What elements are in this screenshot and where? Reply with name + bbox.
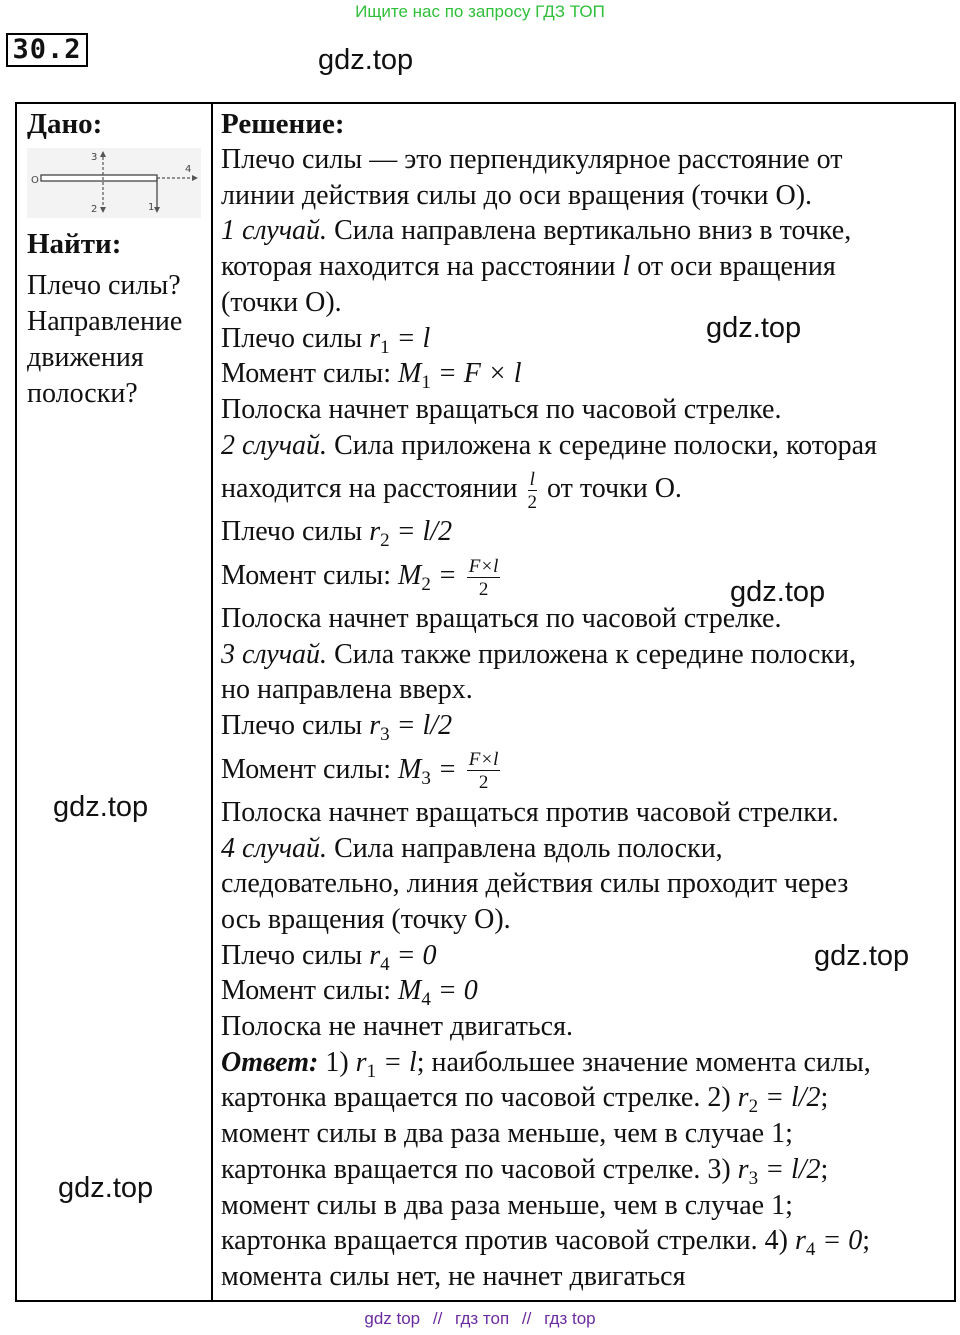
arrow-4 — [192, 175, 198, 181]
arrow-2 — [100, 207, 106, 213]
solution-title: Решение: — [221, 108, 345, 140]
case-label: 4 случай. — [221, 832, 328, 864]
case-text: от точки О. — [540, 473, 682, 505]
arm-label: Плечо силы — [221, 516, 370, 548]
case-3-rotation: Полоска начнет вращаться против часовой стрелки. — [221, 796, 839, 828]
watermark: gdz.top — [706, 312, 802, 344]
moment-label: Момент силы: — [221, 358, 399, 390]
given-title: Дано: — [27, 108, 103, 140]
case-3-moment: Момент силы: $M_3$ = $\frac{F\times l}{2}$ — [221, 749, 499, 794]
moment-label: Момент силы: — [221, 753, 399, 785]
case-1-line: (точки О). — [221, 286, 342, 318]
given-column — [27, 106, 207, 412]
case-label: 2 случай. — [221, 429, 328, 461]
case-text: Сила направлена вдоль полоски, — [327, 832, 723, 864]
moment-label: Момент силы: — [221, 975, 399, 1007]
case-2-moment: Момент силы: $M_2$ = $\frac{F\times l}{2}$ — [221, 555, 499, 600]
answer-line: момент силы в два раза меньше, чем в случае 1; — [221, 1118, 793, 1150]
footer-link[interactable]: gdz top — [364, 1309, 421, 1328]
case-text: Сила направлена вертикально вниз в точке, — [327, 215, 852, 247]
case-1-moment: Момент силы: $M_1 = F \times l$ — [221, 358, 522, 394]
case-2-line — [221, 428, 951, 464]
case-4-line: следовательно, линия действия силы проходит через — [221, 868, 849, 900]
arm-label: Плечо силы — [221, 322, 370, 354]
case-text: которая находится на расстоянии — [221, 251, 623, 283]
label-3: 3 — [91, 152, 98, 163]
case-1-rotation: Полоска начнет вращаться по часовой стрелке. — [221, 393, 782, 425]
watermark: gdz.top — [730, 576, 826, 608]
case-2-arm: Плечо силы $r_2 = l/2$ — [221, 516, 453, 552]
footer-link[interactable]: гдз top — [544, 1309, 596, 1328]
case-3-line: но направлена вверх. — [221, 674, 473, 706]
answer-line: момента силы нет, не начнет двигаться — [221, 1260, 686, 1292]
case-3-arm: Плечо силы $r_3 = l/2$ — [221, 710, 453, 746]
solution-table — [15, 102, 956, 1302]
intro-line: линии действия силы до оси вращения (точки О). — [221, 179, 813, 211]
case-4-rotation: Полоска не начнет двигаться. — [221, 1011, 573, 1043]
arrow-1 — [154, 207, 160, 213]
answer-line: момент силы в два раза меньше, чем в случае 1; — [221, 1189, 793, 1221]
footer — [0, 1309, 960, 1329]
case-4-line — [221, 831, 951, 867]
find-line: Плечо силы? — [27, 270, 181, 301]
find-line: Направление — [27, 306, 183, 337]
answer-line: Ответ: 1) $r_1 = l$; наибольшее значение момента силы, — [221, 1046, 871, 1082]
top-banner[interactable]: Ищите нас по запросу ГДЗ ТОП — [355, 2, 605, 21]
strip — [41, 175, 157, 181]
find-list — [27, 268, 207, 412]
case-2-line: находится на расстоянии $\frac{l}{2}$ от точки О. — [221, 468, 682, 513]
arrow-3 — [100, 151, 106, 157]
case-1-line — [221, 213, 951, 249]
arm-label: Плечо силы — [221, 939, 370, 971]
case-4-line: ось вращения (точку О). — [221, 903, 511, 935]
case-1-arm: Плечо силы $r_1 = l$ — [221, 322, 431, 358]
case-text: от оси вращения — [630, 251, 836, 283]
column-divider — [211, 104, 213, 1300]
find-title: Найти: — [27, 228, 122, 260]
case-text: находится на расстоянии — [221, 473, 525, 505]
case-label: 3 случай. — [221, 638, 328, 670]
find-line: полоски? — [27, 378, 138, 409]
case-1-line: которая находится на расстоянии l от оси вращения — [221, 251, 836, 283]
find-line: движения — [27, 342, 144, 373]
watermark: gdz.top — [814, 940, 910, 972]
footer-separator: // — [432, 1309, 443, 1328]
label-4: 4 — [185, 164, 192, 175]
intro-line: Плечо силы — это перпендикулярное расстояние от — [221, 144, 843, 175]
problem-number: 30.2 — [6, 33, 88, 67]
case-label: 1 случай. — [221, 215, 328, 247]
label-2: 2 — [91, 204, 98, 215]
arm-label: Плечо силы — [221, 710, 370, 742]
label-o: O — [31, 175, 39, 186]
case-2-rotation: Полоска начнет вращаться по часовой стрелке. — [221, 603, 782, 635]
case-4-arm: Плечо силы $r_4 = 0$ — [221, 939, 437, 975]
case-text: Сила также приложена к середине полоски, — [327, 638, 856, 670]
answer-line: картонка вращается против часовой стрелки. 4) $r_4 = 0$; — [221, 1225, 871, 1261]
strip-figure — [27, 148, 201, 218]
footer-separator: // — [521, 1309, 532, 1328]
watermark: gdz.top — [318, 44, 414, 76]
case-text: Сила приложена к середине полоски, которая — [327, 429, 877, 461]
answer-label: Ответ: — [221, 1046, 319, 1078]
case-4-moment: Момент силы: $M_4 = 0$ — [221, 975, 478, 1011]
case-3-line — [221, 637, 951, 673]
solution-column — [221, 106, 951, 1295]
answer-line: картонка вращается по часовой стрелке. 3) $r_3 = l/2$; — [221, 1153, 829, 1189]
label-1: 1 — [148, 202, 155, 213]
answer-line: картонка вращается по часовой стрелке. 2) $r_2 = l/2$; — [221, 1082, 829, 1118]
watermark: gdz.top — [58, 1172, 154, 1204]
moment-label: Момент силы: — [221, 560, 399, 592]
strip-diagram — [27, 148, 201, 218]
watermark: gdz.top — [53, 791, 149, 823]
footer-link[interactable]: гдз топ — [455, 1309, 510, 1328]
